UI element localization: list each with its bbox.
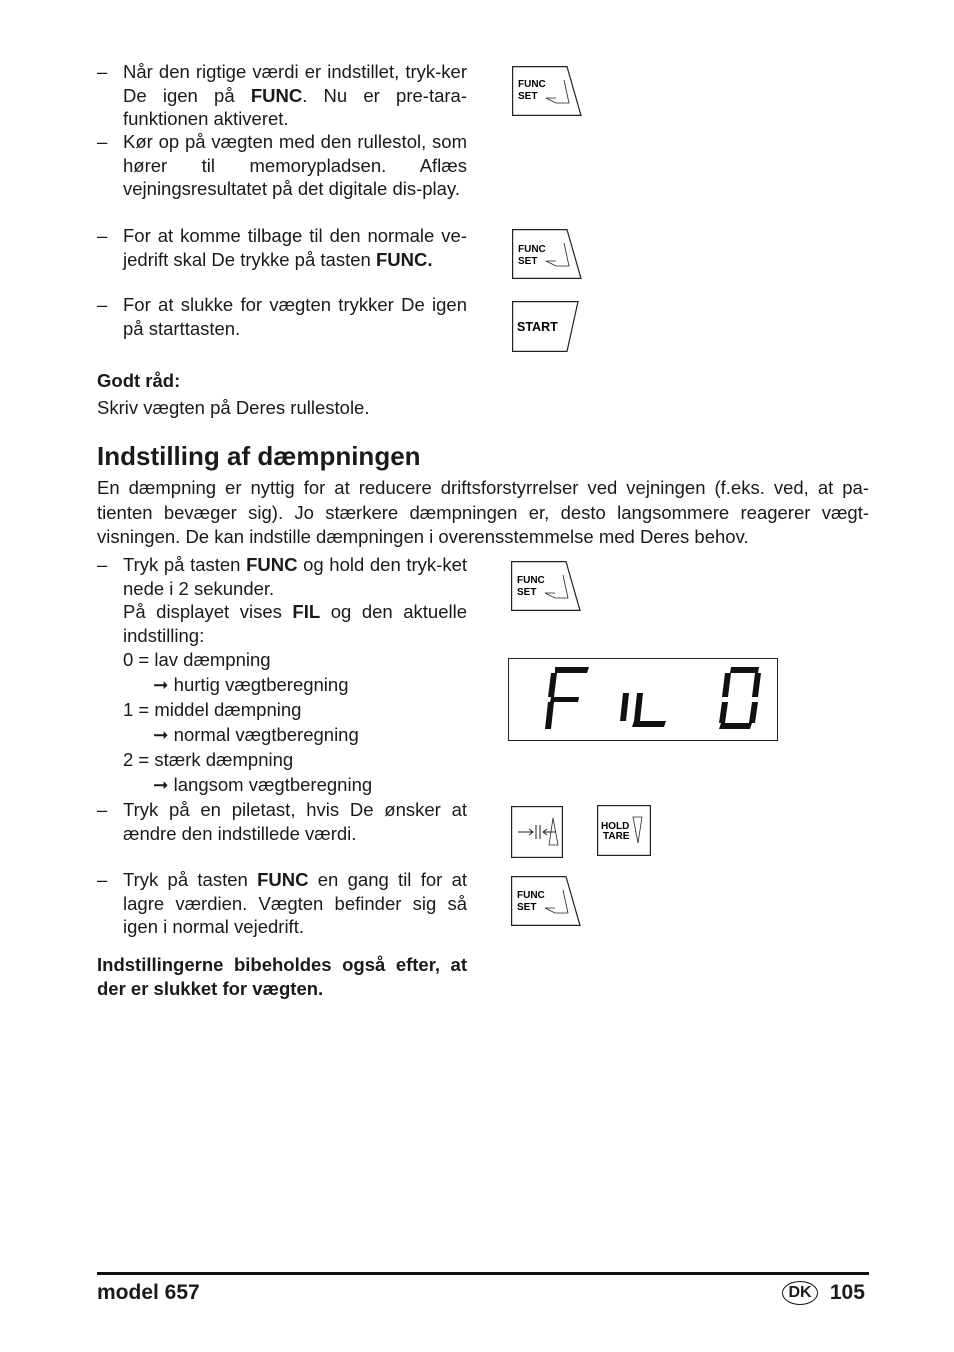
- fil-0-readout: [509, 659, 777, 740]
- level-1-result: ➞ normal vægtberegning: [153, 724, 359, 745]
- svg-text:TARE: TARE: [603, 831, 630, 842]
- intro-paragraph: En dæmpning er nyttig for at reducere driftsforstyrrelser ved vejningen (f.eks. ved, at pa-tienten bevæger sig). Jo stærkere dæmpningen er, desto langsommere reagerer vægt-visningen. De kan indstille dæmpningen i overensstemmelse med Deres behov.: [97, 477, 869, 547]
- section-title: Indstilling af dæmpningen: [97, 441, 421, 471]
- tip-heading: Godt råd:: [97, 370, 181, 391]
- func-set-key-icon: [511, 561, 581, 611]
- bullet-switch-off: – For at slukke for vægten trykker De igen på starttasten.: [97, 294, 467, 339]
- func-set-key-icon: [512, 229, 582, 279]
- arrow-icon: ➞: [153, 724, 169, 745]
- svg-text:FUNC: FUNC: [517, 575, 545, 586]
- country-badge: DK: [782, 1281, 818, 1305]
- func-set-key-icon: [512, 66, 582, 116]
- svg-text:FUNC: FUNC: [517, 890, 545, 901]
- footer-page-block: [782, 1281, 865, 1305]
- level-0-label: 0 = lav dæmpning: [123, 649, 271, 670]
- bullet-hold-func: – Tryk på tasten FUNC og hold den tryk-ket nede i 2 sekunder. På displayet vises FIL og den aktuelle indstilling: 0 = lav dæmpning ➞ hurtig vægtberegning 1 = middel dæmpning ➞ normal vægtberegning 2 = stærk dæmpning ➞ langsom vægtberegning: [97, 554, 467, 795]
- svg-text:SET: SET: [517, 902, 537, 913]
- tip-text: Skriv vægten på Deres rullestole.: [97, 397, 370, 418]
- svg-text:START: START: [517, 320, 558, 334]
- bullet-pre-tara: – Når den rigtige værdi er indstillet, tryk-ker De igen på FUNC. Nu er pre-tara-funktionen aktiveret.: [97, 61, 467, 129]
- arrow-icon: ➞: [153, 674, 169, 695]
- svg-text:HOLD: HOLD: [601, 821, 630, 832]
- svg-text:SET: SET: [518, 256, 538, 267]
- svg-text:SET: SET: [517, 587, 537, 598]
- level-1-label: 1 = middel dæmpning: [123, 699, 302, 720]
- footer-rule: [97, 1272, 869, 1275]
- svg-text:SET: SET: [518, 91, 538, 102]
- bullet-save-func: – Tryk på tasten FUNC en gang til for at lagre værdien. Vægten befinder sig så igen i normal vejedrift.: [97, 869, 467, 937]
- bullet-return-normal: – For at komme tilbage til den normale ve-jedrift skal De trykke på tasten FUNC.: [97, 225, 467, 270]
- footer-model: model 657: [97, 1281, 200, 1304]
- page-number: 105: [829, 1281, 865, 1304]
- level-2-label: 2 = stærk dæmpning: [123, 749, 294, 770]
- level-0-result: ➞ hurtig vægtberegning: [153, 674, 349, 695]
- arrow-icon: ➞: [153, 774, 169, 795]
- svg-text:FUNC: FUNC: [518, 244, 546, 255]
- start-key-icon: [512, 301, 580, 352]
- bullet-drive-on: – Kør op på vægten med den rullestol, som hører til memorypladsen. Aflæs vejningsresultatet på det digitale dis-play.: [97, 131, 467, 199]
- settings-note: Indstillingerne bibeholdes også efter, at der er slukket for vægten.: [97, 954, 467, 999]
- level-2-result: ➞ langsom vægtberegning: [153, 774, 373, 795]
- svg-text:FUNC: FUNC: [518, 79, 546, 90]
- digital-display: [508, 658, 778, 741]
- arrow-key-icon: [511, 806, 563, 858]
- func-set-key-icon: [511, 876, 581, 926]
- bullet-arrow-keys: – Tryk på en piletast, hvis De ønsker at ændre den indstillede værdi.: [97, 799, 467, 844]
- hold-tare-key-icon: [597, 805, 651, 856]
